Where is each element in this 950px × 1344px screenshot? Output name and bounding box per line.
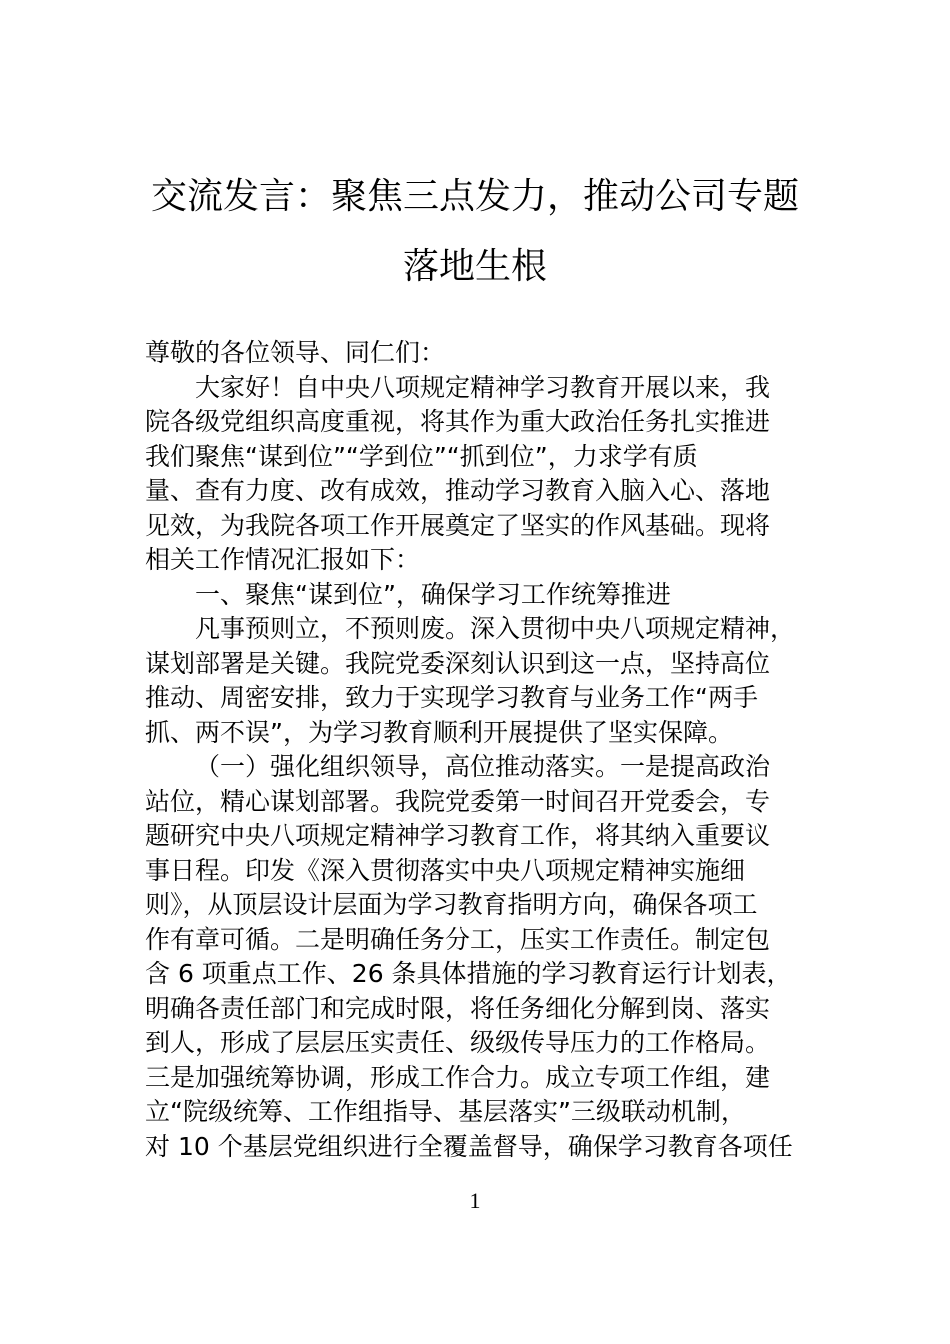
- body-line: 则》，从顶层设计层面为学习教育指明方向，确保各项工: [145, 890, 758, 919]
- body-line: 事日程。印发《深入贯彻落实中央八项规定精神实施细: [145, 855, 746, 885]
- body-line: 一、聚焦“谋到位”，确保学习工作统筹推进: [195, 579, 671, 609]
- body-line: 抓、两不误”，为学习教育顺利开展提供了坚实保障。: [145, 717, 733, 747]
- body-line: 作有章可循。二是明确任务分工，压实工作责任。制定包: [145, 924, 771, 954]
- body-line: 我们聚焦“谋到位”“学到位”“抓到位”，力求学有质: [145, 441, 698, 471]
- document-title-line-1: 交流发言：聚焦三点发力，推动公司专题: [150, 176, 799, 217]
- body-line: 含 6 项重点工作、26 条具体措施的学习教育运行计划表，: [145, 959, 792, 988]
- body-line: 谋划部署是关键。我院党委深刻认识到这一点，坚持高位: [145, 648, 771, 678]
- body-line: 相关工作情况汇报如下：: [145, 545, 421, 574]
- page-number: 1: [469, 1188, 481, 1213]
- body-line: 立“院级统筹、工作组指导、基层落实”三级联动机制，: [145, 1097, 746, 1126]
- body-line: 对 10 个基层党组织进行全覆盖督导，确保学习教育各项任: [145, 1131, 793, 1161]
- body-line: 院各级党组织高度重视，将其作为重大政治任务扎实推进: [145, 407, 771, 436]
- body-line: 大家好！自中央八项规定精神学习教育开展以来，我: [195, 372, 771, 402]
- body-line: 题研究中央八项规定精神学习教育工作，将其纳入重要议: [145, 821, 771, 850]
- body-line: 量、查有力度、改有成效，推动学习教育入脑入心、落地: [145, 476, 771, 505]
- body-line: （一）强化组织领导，高位推动落实。一是提高政治: [195, 752, 771, 781]
- body-line: 凡事预则立，不预则废。深入贯彻中央八项规定精神，: [195, 614, 796, 643]
- document-title-line-2: 落地生根: [402, 246, 547, 287]
- document-body: [145, 336, 825, 1164]
- body-line: 三是加强统筹协调，形成工作合力。成立专项工作组，建: [145, 1062, 771, 1092]
- body-line: 到人，形成了层层压实责任、级级传导压力的工作格局。: [145, 1028, 771, 1057]
- body-line: 站位，精心谋划部署。我院党委第一时间召开党委会，专: [145, 786, 771, 816]
- body-line: 明确各责任部门和完成时限，将任务细化分解到岗、落实: [145, 993, 771, 1023]
- body-line: 推动、周密安排，致力于实现学习教育与业务工作“两手: [145, 683, 758, 712]
- body-line: 尊敬的各位领导、同仁们：: [145, 338, 446, 367]
- body-line: 见效，为我院各项工作开展奠定了坚实的作风基础。现将: [145, 510, 771, 540]
